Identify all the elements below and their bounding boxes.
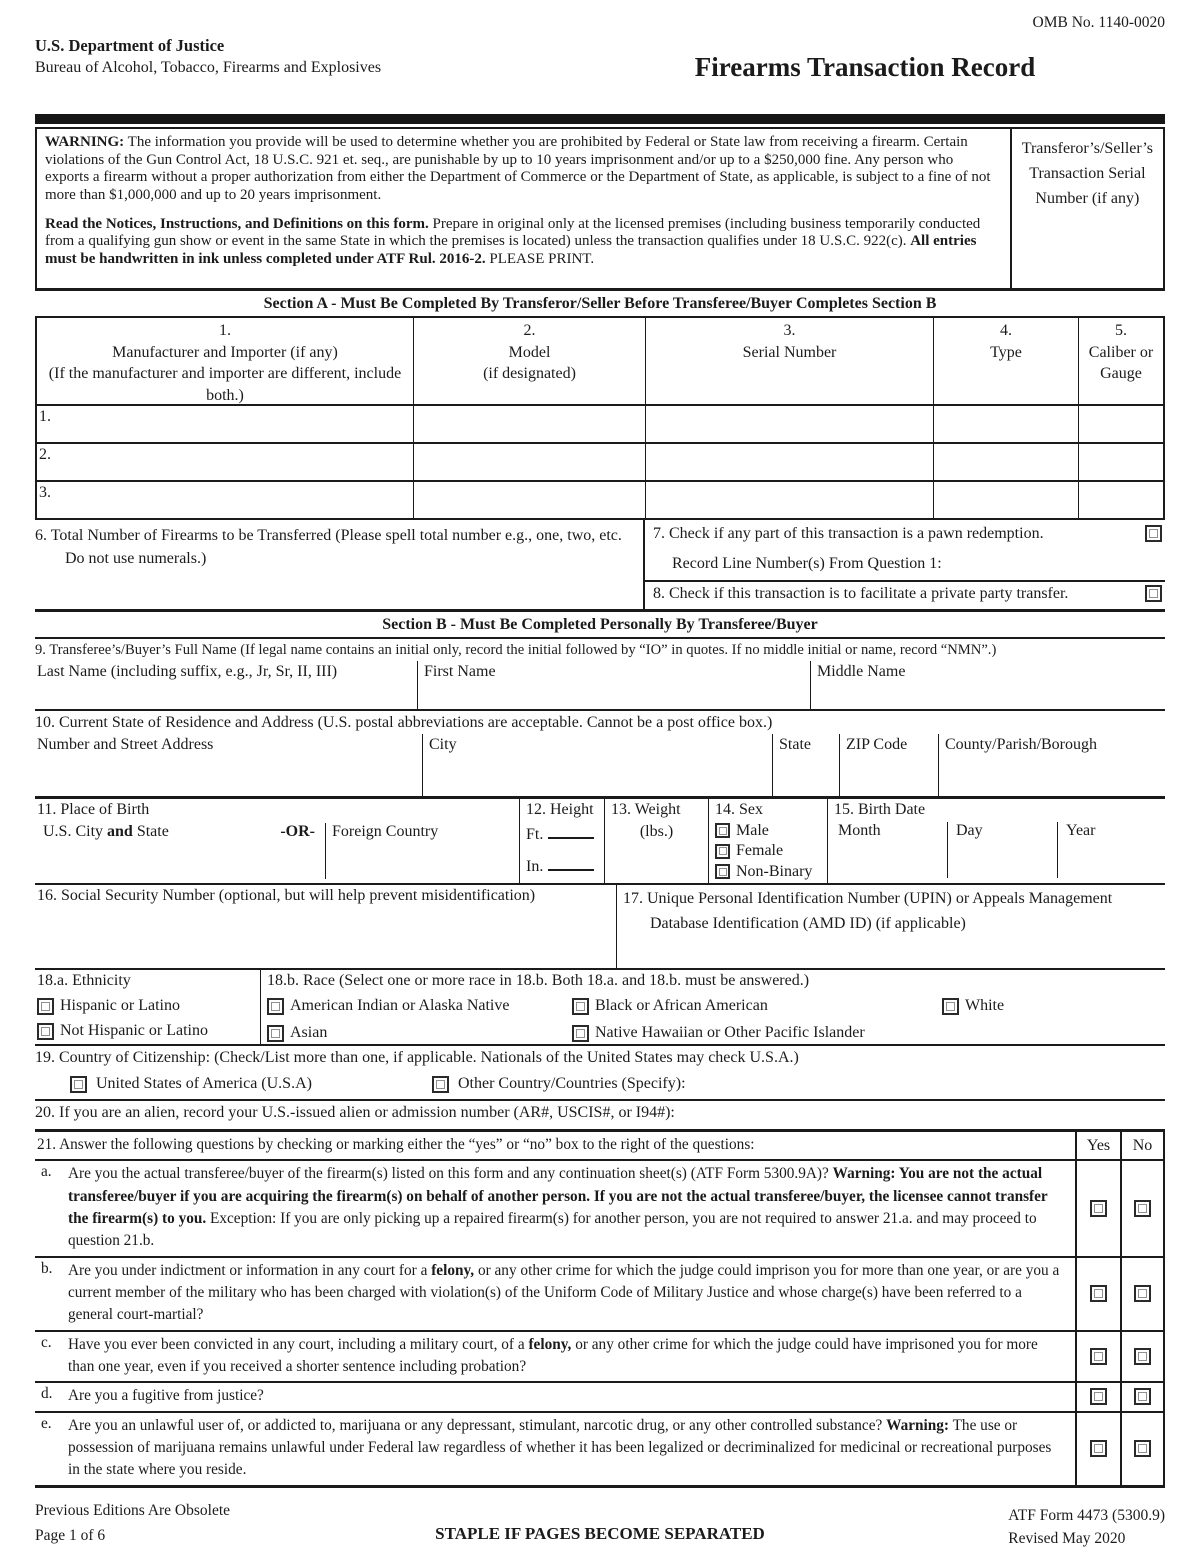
question-21a-letter: a. bbox=[41, 1163, 52, 1181]
question-21-table bbox=[35, 1132, 1165, 1488]
form-number: ATF Form 4473 (5300.9) bbox=[1008, 1506, 1165, 1524]
page-number: Page 1 of 6 bbox=[35, 1526, 106, 1544]
question-11-place-of-birth bbox=[35, 799, 519, 883]
read-notices-body: Prepare in original only at the licensed premises (including business temporarily conducted from a qualifying gun show or event in the same State in which the premises is located) unless the transaction qualifies under 18 U.S.C. 922(c). bbox=[45, 215, 981, 250]
read-notices-paragraph bbox=[45, 216, 1000, 269]
firearm-row-2 bbox=[37, 442, 1163, 480]
question-21e-letter: e. bbox=[41, 1414, 52, 1432]
question-18a-title: 18.a. Ethnicity bbox=[37, 972, 131, 989]
question-17-upin-field[interactable] bbox=[616, 885, 1165, 968]
please-print: PLEASE PRINT. bbox=[485, 251, 595, 268]
omb-number: OMB No. 1140-0020 bbox=[1032, 14, 1165, 31]
question-21b-row bbox=[35, 1256, 1165, 1330]
birth-day-field[interactable] bbox=[947, 822, 1057, 878]
nonbinary-label: Non-Binary bbox=[736, 862, 813, 880]
male-label: Male bbox=[736, 821, 769, 839]
firearm-row-1 bbox=[37, 404, 1163, 442]
male-checkbox[interactable] bbox=[715, 823, 730, 838]
feet-label: Ft. bbox=[526, 826, 544, 843]
county-field[interactable] bbox=[938, 734, 1165, 796]
black-option bbox=[572, 997, 942, 1015]
col1-number: 1. bbox=[219, 322, 231, 339]
previous-editions-note: Previous Editions Are Obsolete bbox=[35, 1501, 231, 1519]
col5-number: 5. bbox=[1115, 322, 1127, 339]
first-name-field[interactable] bbox=[417, 661, 810, 709]
firearm-row-2-model-cell[interactable] bbox=[413, 444, 645, 480]
city-field[interactable] bbox=[422, 734, 772, 796]
question-21a-yes-checkbox[interactable] bbox=[1090, 1200, 1107, 1217]
female-label: Female bbox=[736, 842, 784, 859]
col-type-header bbox=[933, 318, 1078, 404]
question-11-fields bbox=[37, 823, 513, 879]
question-21a-yes-cell bbox=[1075, 1161, 1120, 1255]
col2-sublabel: (if designated) bbox=[483, 365, 576, 383]
col1-sublabel: (If the manufacturer and importer are different, include both.) bbox=[48, 365, 402, 404]
female-checkbox[interactable] bbox=[715, 844, 730, 859]
col3-number: 3. bbox=[783, 322, 796, 339]
warning-box bbox=[35, 127, 1165, 291]
revision-date: Revised May 2020 bbox=[1008, 1529, 1126, 1547]
american-indian-checkbox[interactable] bbox=[267, 998, 284, 1015]
usa-checkbox[interactable] bbox=[70, 1076, 87, 1093]
not-hispanic-option bbox=[37, 1022, 254, 1040]
question-21d-no-cell bbox=[1120, 1383, 1165, 1410]
read-notices-bold: Read the Notices, Instructions, and Definitions on this form. bbox=[45, 215, 429, 232]
nonbinary-checkbox[interactable] bbox=[715, 864, 730, 879]
question-21b-letter: b. bbox=[41, 1259, 53, 1277]
question-14-title: 14. Sex bbox=[715, 801, 763, 818]
question-21-header-row bbox=[35, 1132, 1165, 1159]
questions-7-8-column bbox=[645, 520, 1165, 609]
month-label: Month bbox=[838, 822, 881, 839]
entries-bold: All entries must be handwritten in ink unless completed under ATF Rul. 2016-2. bbox=[45, 233, 977, 268]
header-divider-bar bbox=[35, 114, 1165, 124]
other-country-checkbox[interactable] bbox=[432, 1076, 449, 1093]
last-name-field[interactable] bbox=[35, 661, 417, 709]
question-21d-row bbox=[35, 1381, 1165, 1410]
inches-label: In. bbox=[526, 858, 544, 875]
question-20-label: 20. If you are an alien, record your U.S.-issued alien or admission number (AR#, USCIS#, or I94#): bbox=[35, 1104, 675, 1121]
question-13-weight[interactable] bbox=[604, 799, 708, 883]
question-21c-no-checkbox[interactable] bbox=[1134, 1348, 1151, 1365]
black-checkbox[interactable] bbox=[572, 998, 589, 1015]
question-18-ethnicity-race bbox=[35, 970, 1165, 1046]
american-indian-label: American Indian or Alaska Native bbox=[290, 997, 510, 1014]
firearm-row-3-serial-cell[interactable] bbox=[645, 482, 933, 518]
american-indian-option bbox=[267, 997, 572, 1015]
question-21c-text: c. Have you ever been convicted in any court, including a military court, of a felony, or any other crime for which the judge could have imprisoned you for more than one year, even if you received a shorter sentence including probation? bbox=[41, 1333, 1038, 1375]
col5-label: Caliber or Gauge bbox=[1088, 343, 1154, 383]
race-options bbox=[267, 997, 1159, 1042]
record-line-numbers-field[interactable] bbox=[653, 555, 1115, 573]
col4-label: Type bbox=[990, 343, 1022, 361]
firearms-table bbox=[35, 316, 1165, 520]
white-label: White bbox=[965, 997, 1005, 1014]
zip-code-label: ZIP Code bbox=[846, 736, 908, 753]
question-21-intro: 21. Answer the following questions by checking or marking either the “yes” or “no” box to the right of the questions: bbox=[37, 1136, 755, 1153]
lbs-label: (lbs.) bbox=[639, 823, 674, 840]
warning-label: WARNING: bbox=[45, 134, 125, 150]
birth-month-field[interactable] bbox=[834, 822, 947, 878]
state-field[interactable] bbox=[772, 734, 839, 796]
sex-male-option bbox=[715, 822, 821, 840]
or-label: -OR- bbox=[280, 823, 315, 840]
question-21d-yes-checkbox[interactable] bbox=[1090, 1388, 1107, 1405]
hispanic-checkbox[interactable] bbox=[37, 998, 54, 1015]
question-19-title: 19. Country of Citizenship: (Check/List more than one, if applicable. Nationals of the United States may check U.S.A.) bbox=[35, 1049, 799, 1066]
staple-note: STAPLE IF PAGES BECOME SEPARATED bbox=[435, 1523, 765, 1543]
firearm-row-3-model-cell[interactable] bbox=[413, 482, 645, 518]
firearm-row-3-caliber-cell[interactable] bbox=[1078, 482, 1163, 518]
question-12-title: 12. Height bbox=[526, 801, 594, 818]
native-hawaiian-checkbox[interactable] bbox=[572, 1025, 589, 1042]
question-21e-no-checkbox[interactable] bbox=[1134, 1440, 1151, 1457]
question-18a-ethnicity bbox=[35, 970, 260, 1044]
black-label: Black or African American bbox=[595, 997, 768, 1014]
city-label: City bbox=[429, 736, 457, 753]
row-1-label: 1. bbox=[39, 408, 51, 425]
question-21c-letter: c. bbox=[41, 1333, 52, 1351]
white-checkbox[interactable] bbox=[942, 998, 959, 1015]
firearm-row-2-manufacturer-cell[interactable] bbox=[37, 444, 413, 480]
question-12-height bbox=[519, 799, 604, 883]
question-16-ssn-field[interactable] bbox=[35, 885, 616, 968]
question-21b-text: b. Are you under indictment or information in any court for a felony, or any other crime for which the judge could imprison you for more than one year, or are you a current member of the military who has been charged with violation(s) of the Uniform Code of Military Justice and whose charge(s) have been referred to a general court-martial? bbox=[41, 1259, 1060, 1324]
col-manufacturer-header bbox=[37, 318, 413, 404]
question-21e-row bbox=[35, 1411, 1165, 1485]
bureau-name: Bureau of Alcohol, Tobacco, Firearms and Explosives bbox=[35, 59, 382, 77]
pawn-redemption-checkbox[interactable] bbox=[1145, 525, 1162, 542]
middle-name-label: Middle Name bbox=[817, 663, 906, 680]
state-label: State bbox=[779, 736, 811, 753]
question-16-label: 16. Social Security Number (optional, but will help prevent misidentification) bbox=[37, 887, 536, 904]
col-model-header bbox=[413, 318, 645, 404]
question-21d-text: d. Are you a fugitive from justice? bbox=[41, 1385, 264, 1405]
firearm-row-1-serial-cell[interactable] bbox=[645, 406, 933, 442]
white-option bbox=[942, 997, 1159, 1015]
height-feet-blank[interactable] bbox=[548, 826, 594, 839]
question-7-label: 7. Check if any part of this transaction is a pawn redemption. bbox=[653, 525, 1044, 542]
asian-checkbox[interactable] bbox=[267, 1025, 284, 1042]
firearm-row-2-type-cell[interactable] bbox=[933, 444, 1078, 480]
question-17-label: 17. Unique Personal Identification Number (UPIN) or Appeals Management Database Identification (AMD ID) (if applicable) bbox=[623, 890, 1113, 932]
col4-number: 4. bbox=[1000, 322, 1012, 339]
question-21d-letter: d. bbox=[41, 1385, 53, 1403]
question-21c-yes-checkbox[interactable] bbox=[1090, 1348, 1107, 1365]
question-10-title: 10. Current State of Residence and Address (U.S. postal abbreviations are acceptable. Cannot be a post office box.) bbox=[35, 714, 773, 731]
question-21e-text: e. Are you an unlawful user of, or addicted to, marijuana or any depressant, stimulant, narcotic drug, or any other controlled substance? Warning: The use or possession of marijuana remains unlawful under Federal law regardless of whether it has been legalized or decriminalized for medicinal or recreational purposes in the state where you reside. bbox=[41, 1414, 1052, 1479]
question-6-label: 6. Total Number of Firearms to be Transferred (Please spell total number e.g., one, two, etc. Do not use numerals.) bbox=[35, 527, 622, 568]
firearm-row-3 bbox=[37, 480, 1163, 518]
firearm-row-1-model-cell[interactable] bbox=[413, 406, 645, 442]
zip-code-field[interactable] bbox=[839, 734, 938, 796]
native-hawaiian-label: Native Hawaiian or Other Pacific Islander bbox=[595, 1024, 865, 1041]
row-3-label: 3. bbox=[39, 484, 51, 501]
question-21b-no-checkbox[interactable] bbox=[1134, 1285, 1151, 1302]
department-block bbox=[35, 34, 381, 79]
question-21b-yes-checkbox[interactable] bbox=[1090, 1285, 1107, 1302]
native-hawaiian-option bbox=[572, 1024, 1159, 1042]
firearms-table-header-row bbox=[37, 318, 1163, 404]
birth-year-field[interactable] bbox=[1057, 822, 1159, 878]
warning-body: The information you provide will be used to determine whether you are prohibited by Federal or State law from receiving a firearm. Certain violations of the Gun Control Act, 18 U.S.C. 921 et. seq., are punishable by up to 10 years imprisonment and/or up to a $250,000 fine. Any person who exports a firearm without a proper authorization from either the Department of Commerce or the Department of State, as applicable, is subject to a fine of not more than $1,000,000 and up to 20 years imprisonment. bbox=[45, 134, 991, 204]
question-21e-no-cell bbox=[1120, 1413, 1165, 1485]
firearm-row-1-manufacturer-cell[interactable] bbox=[37, 406, 413, 442]
firearm-row-3-manufacturer-cell[interactable] bbox=[37, 482, 413, 518]
year-label: Year bbox=[1066, 822, 1096, 839]
warning-paragraph bbox=[45, 134, 1000, 205]
page-footer bbox=[35, 1488, 1165, 1552]
question-21a-no-checkbox[interactable] bbox=[1134, 1200, 1151, 1217]
department-name: U.S. Department of Justice bbox=[35, 36, 225, 55]
warning-text-block bbox=[37, 129, 1010, 288]
questions-11-15 bbox=[35, 799, 1165, 885]
question-7-pawn-redemption bbox=[645, 520, 1165, 580]
asian-option bbox=[267, 1024, 572, 1042]
street-address-label: Number and Street Address bbox=[37, 736, 214, 753]
question-21d-no-checkbox[interactable] bbox=[1134, 1388, 1151, 1405]
question-9-fields bbox=[35, 661, 1165, 709]
footer-right bbox=[1008, 1504, 1165, 1551]
questions-6-7-8 bbox=[35, 520, 1165, 612]
record-line-numbers-label: Record Line Number(s) From Question 1: bbox=[672, 555, 942, 572]
section-b-title: Section B - Must Be Completed Personally By Transferee/Buyer bbox=[35, 612, 1165, 639]
height-inches-field[interactable] bbox=[526, 858, 598, 876]
sex-nonbinary-option bbox=[715, 863, 821, 881]
col3-label: Serial Number bbox=[742, 343, 837, 361]
col2-label: Model bbox=[508, 343, 551, 361]
firearm-row-2-serial-cell[interactable] bbox=[645, 444, 933, 480]
height-feet-field[interactable] bbox=[526, 826, 598, 844]
question-9-full-name bbox=[35, 639, 1165, 711]
no-column-header: No bbox=[1120, 1132, 1165, 1159]
other-country-label: Other Country/Countries (Specify): bbox=[458, 1075, 686, 1092]
question-11-title: 11. Place of Birth bbox=[37, 801, 150, 818]
section-a-title: Section A - Must Be Completed By Transferor/Seller Before Transferee/Buyer Completes Section B bbox=[263, 295, 937, 312]
not-hispanic-checkbox[interactable] bbox=[37, 1023, 54, 1040]
question-20-alien-number-field[interactable] bbox=[35, 1101, 1165, 1132]
question-21e-yes-checkbox[interactable] bbox=[1090, 1440, 1107, 1457]
not-hispanic-label: Not Hispanic or Latino bbox=[60, 1022, 208, 1039]
question-21b-no-cell bbox=[1120, 1258, 1165, 1330]
yes-column-header: Yes bbox=[1075, 1132, 1120, 1159]
private-party-transfer-checkbox[interactable] bbox=[1145, 585, 1162, 602]
firearm-row-1-caliber-cell[interactable] bbox=[1078, 406, 1163, 442]
question-14-sex bbox=[708, 799, 827, 883]
question-18b-title: 18.b. Race (Select one or more race in 18.b. Both 18.a. and 18.b. must be answered.) bbox=[267, 972, 810, 989]
question-8-label: 8. Check if this transaction is to facilitate a private party transfer. bbox=[653, 585, 1069, 602]
firearm-row-2-caliber-cell[interactable] bbox=[1078, 444, 1163, 480]
middle-name-field[interactable] bbox=[810, 661, 1165, 709]
question-21c-yes-cell bbox=[1075, 1332, 1120, 1382]
usa-label: United States of America (U.S.A) bbox=[96, 1075, 312, 1092]
question-21e-yes-cell bbox=[1075, 1413, 1120, 1485]
question-18b-race bbox=[260, 970, 1165, 1044]
col-serial-header bbox=[645, 318, 933, 404]
other-country-option[interactable] bbox=[432, 1075, 782, 1093]
question-6-total-firearms[interactable] bbox=[35, 520, 645, 609]
usa-option bbox=[70, 1075, 420, 1093]
question-10-residence-address bbox=[35, 711, 1165, 799]
question-21a-row bbox=[35, 1159, 1165, 1255]
question-15-title: 15. Birth Date bbox=[834, 801, 926, 818]
foreign-country-label: Foreign Country bbox=[332, 823, 439, 840]
col-caliber-header bbox=[1078, 318, 1163, 404]
question-21c-row bbox=[35, 1330, 1165, 1382]
foreign-country-field[interactable] bbox=[325, 823, 513, 879]
form-title: Firearms Transaction Record bbox=[694, 52, 1036, 82]
height-inches-blank[interactable] bbox=[548, 858, 594, 871]
question-21c-no-cell bbox=[1120, 1332, 1165, 1382]
birth-date-fields bbox=[834, 822, 1159, 878]
questions-16-17 bbox=[35, 885, 1165, 970]
asian-label: Asian bbox=[290, 1024, 328, 1041]
hispanic-option bbox=[37, 997, 254, 1015]
col2-number: 2. bbox=[523, 322, 536, 339]
question-13-title: 13. Weight bbox=[611, 801, 681, 818]
us-city-state-label: U.S. City and State bbox=[43, 823, 169, 840]
question-9-title: 9. Transferee’s/Buyer’s Full Name (If legal name contains an initial only, record the initial followed by “IO” in quotes. If no middle initial or name, record “NMN”.) bbox=[35, 642, 997, 658]
day-label: Day bbox=[956, 822, 983, 839]
sex-female-option bbox=[715, 842, 821, 860]
transaction-serial-number-label: Transferor’s/Seller’s Transaction Serial Number (if any) bbox=[1021, 140, 1153, 207]
question-21d-yes-cell bbox=[1075, 1383, 1120, 1410]
col1-label: Manufacturer and Importer (if any) bbox=[112, 343, 338, 361]
question-21a-text: a. Are you the actual transferee/buyer of the firearm(s) listed on this form and any continuation sheet(s) (ATF Form 5300.9A)? Warning: You are not the actual transferee/buyer if you are acquiring the firearm(s) on behalf of another person. If you are not the actual transferee/buyer, the licensee cannot transfer the firearm(s) to you. Exception: If you are only picking up a repaired firearm(s) for another person, you are not required to answer 21.a. and may proceed to question 21.b. bbox=[41, 1163, 1048, 1250]
question-21a-no-cell bbox=[1120, 1161, 1165, 1255]
county-label: County/Parish/Borough bbox=[945, 736, 1098, 753]
firearm-row-3-type-cell[interactable] bbox=[933, 482, 1078, 518]
us-city-state-field[interactable] bbox=[37, 823, 325, 879]
first-name-label: First Name bbox=[424, 663, 496, 680]
document-header bbox=[35, 0, 1165, 114]
transaction-serial-number-box[interactable] bbox=[1010, 129, 1163, 288]
last-name-label: Last Name (including suffix, e.g., Jr, Sr, II, III) bbox=[37, 663, 338, 680]
question-8-private-party-transfer bbox=[645, 580, 1165, 609]
street-address-field[interactable] bbox=[35, 734, 422, 796]
row-2-label: 2. bbox=[39, 446, 51, 463]
hispanic-label: Hispanic or Latino bbox=[60, 997, 180, 1014]
question-19-citizenship bbox=[35, 1046, 1165, 1101]
question-10-fields bbox=[35, 734, 1165, 796]
question-21b-yes-cell bbox=[1075, 1258, 1120, 1330]
question-15-birth-date bbox=[827, 799, 1165, 883]
firearm-row-1-type-cell[interactable] bbox=[933, 406, 1078, 442]
citizenship-options bbox=[35, 1069, 1165, 1099]
